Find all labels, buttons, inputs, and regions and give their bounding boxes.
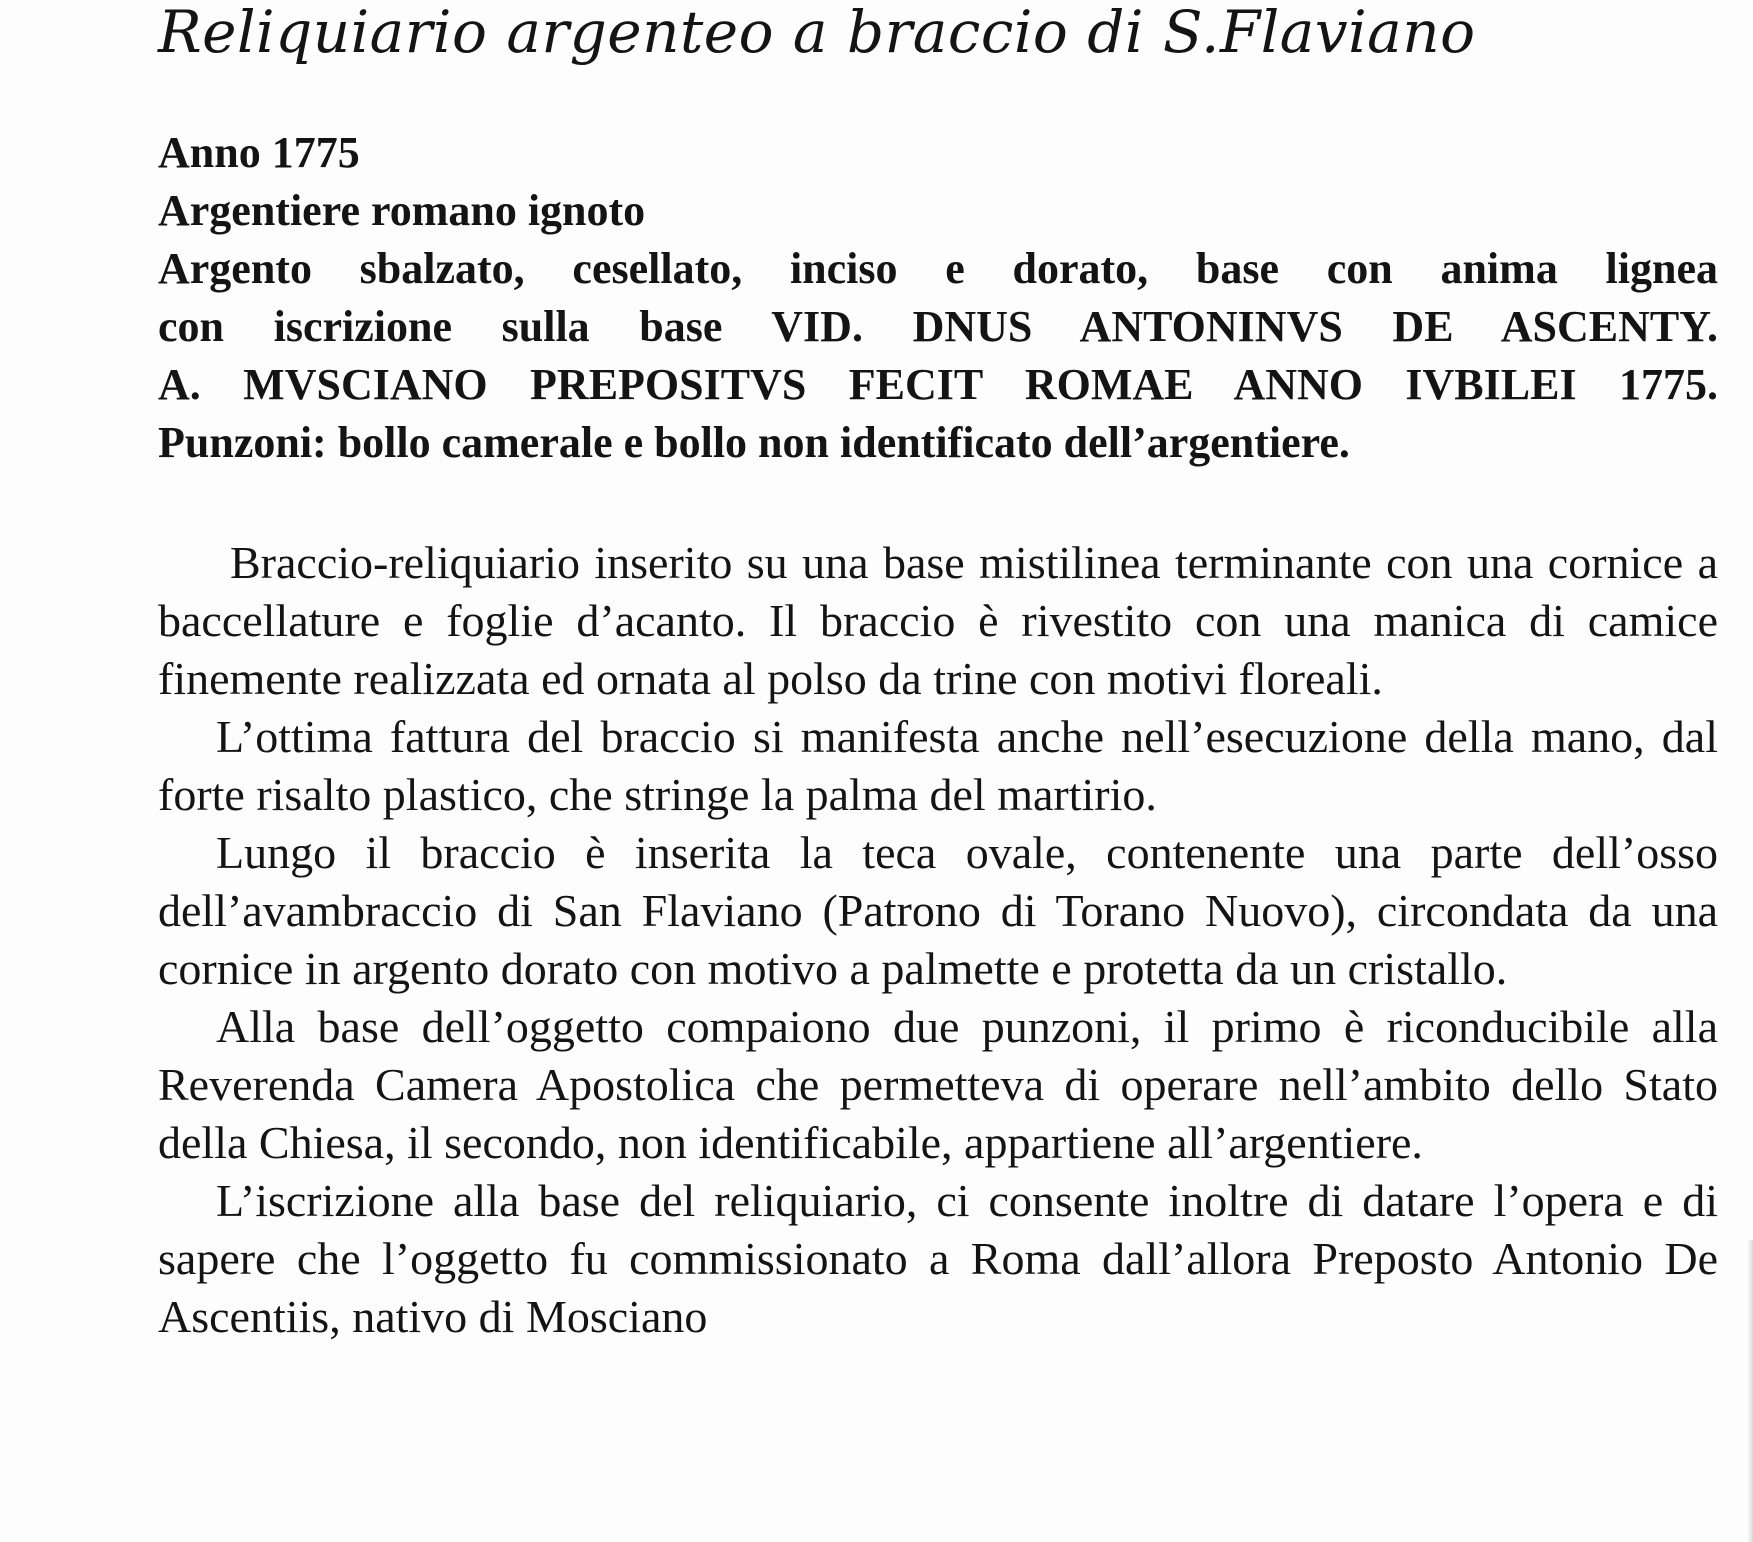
page-edge-shadow	[1747, 1240, 1753, 1542]
meta-inscription-intro: con iscrizione sulla base VID. DNUS ANTONINVS DE ASCENTY.	[158, 302, 1718, 351]
meta-artist: Argentiere romano ignoto	[158, 186, 646, 235]
meta-year: Anno 1775	[158, 128, 360, 177]
meta-materials: Argento sbalzato, cesellato, inciso e dorato, base con anima lignea	[158, 244, 1718, 293]
paragraph: Lungo il braccio è inserita la teca ovale, contenente una parte dell’osso dell’avambraccio di San Flaviano (Patrono di Torano Nuovo), circondata da una cornice in argento dorato con motivo a palmette e protetta da un cristallo.	[158, 827, 1718, 994]
meta-inscription-text: A. MVSCIANO PREPOSITVS FECIT ROMAE ANNO IVBILEI 1775.	[158, 360, 1718, 409]
paragraph: L’ottima fattura del braccio si manifesta anche nell’esecuzione della mano, dal forte risalto plastico, che stringe la palma del martirio.	[158, 711, 1718, 820]
meta-hallmarks: Punzoni: bollo camerale e bollo non identificato dell’argentiere.	[158, 418, 1350, 467]
paragraph: Braccio-reliquiario inserito su una base mistilinea terminante con una cornice a baccellature e foglie d’acanto. Il braccio è rivestito con una manica di camice finemente realizzata ed ornata al polso da trine con motivi floreali.	[158, 537, 1718, 704]
paragraph: Alla base dell’oggetto compaiono due punzoni, il primo è riconducibile alla Reverenda Camera Apostolica che permetteva di operare nell’ambito dello Stato della Chiesa, il secondo, non identificabile, appartiene all’argentiere.	[158, 1001, 1718, 1168]
document-title: Reliquiario argenteo a braccio di S.Flaviano	[158, 0, 1476, 66]
catalog-entry-details	[158, 124, 1718, 472]
description-body	[158, 534, 1718, 1346]
paragraph: L’iscrizione alla base del reliquiario, ci consente inoltre di datare l’opera e di sapere che l’oggetto fu commissionato a Roma dall’allora Preposto Antonio De Ascentiis, nativo di Mosciano	[158, 1175, 1718, 1342]
